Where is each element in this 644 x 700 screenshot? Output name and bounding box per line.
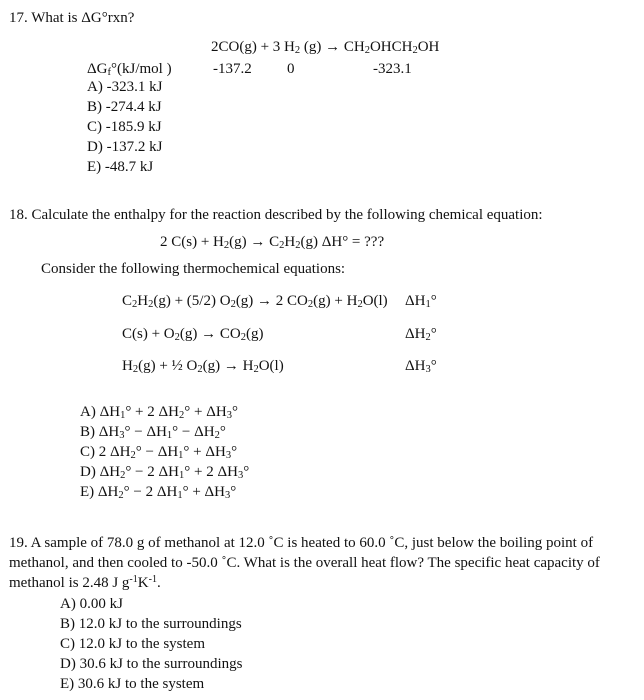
q18-choice-d: D) ΔH2° − 2 ΔH1° + 2 ΔH3°	[80, 464, 250, 481]
q18-dh2: ΔH2°	[405, 326, 437, 343]
q18-equation-3: H2(g) + ½ O2(g) → H2O(l)	[122, 358, 284, 375]
q17-value-h2: 0	[287, 61, 295, 77]
q18-dh3: ΔH3°	[405, 358, 437, 375]
q18-consider: Consider the following thermochemical equations:	[41, 261, 346, 277]
q18-equation-1: C2H2(g) + (5/2) O2(g) → 2 CO2(g) + H2O(l)	[122, 293, 388, 310]
q18-choice-b: B) ΔH3° − ΔH1° − ΔH2°	[80, 424, 226, 441]
q19-choice-e: E) 30.6 kJ to the system	[60, 676, 205, 692]
q19-choice-b: B) 12.0 kJ to the surroundings	[60, 616, 242, 632]
q19-choice-c: C) 12.0 kJ to the system	[60, 636, 205, 652]
q18-choice-a: A) ΔH1° + 2 ΔH2° + ΔH3°	[80, 404, 238, 421]
q17-choice-e: E) -48.7 kJ	[87, 159, 154, 175]
q18-target-equation: 2 C(s) + H2(g) → C2H2(g) ΔH° = ???	[160, 234, 385, 251]
q19-choice-a: A) 0.00 kJ	[60, 596, 123, 612]
q17-choice-a: A) -323.1 kJ	[87, 79, 163, 95]
q17-value-product: -323.1	[373, 61, 412, 77]
q17-value-co: -137.2	[213, 61, 252, 77]
q19-prompt-line-1: 19. A sample of 78.0 g of methanol at 12.0 ˚C is heated to 60.0 ˚C, just below the boiling point of	[9, 535, 594, 551]
q17-dgf-label: ΔGf°(kJ/mol )	[87, 61, 172, 78]
q17-choice-d: D) -137.2 kJ	[87, 139, 163, 155]
q18-prompt: 18. Calculate the enthalpy for the reaction described by the following chemical equation:	[9, 207, 543, 223]
q17-equation: 2CO(g) + 3 H2 (g) → CH2OHCH2OH	[211, 39, 440, 56]
q19-choice-d: D) 30.6 kJ to the surroundings	[60, 656, 243, 672]
q17-prompt: 17. What is ΔG°rxn?	[9, 10, 135, 26]
q19-prompt-line-3: methanol is 2.48 J $g^{-1}K^{-1}$.	[9, 574, 161, 591]
q18-dh1: ΔH1°	[405, 293, 437, 310]
q18-equation-2: C(s) + O2(g) → CO2(g)	[122, 326, 264, 343]
q17-choice-c: C) -185.9 kJ	[87, 119, 162, 135]
q18-choice-c: C) 2 ΔH2° − ΔH1° + ΔH3°	[80, 444, 238, 461]
q19-prompt-line-2: methanol, and then cooled to -50.0 ˚C. What is the overall heat flow? The specific heat capacity of	[9, 555, 600, 571]
q17-choice-b: B) -274.4 kJ	[87, 99, 162, 115]
q18-choice-e: E) ΔH2° − 2 ΔH1° + ΔH3°	[80, 484, 237, 501]
